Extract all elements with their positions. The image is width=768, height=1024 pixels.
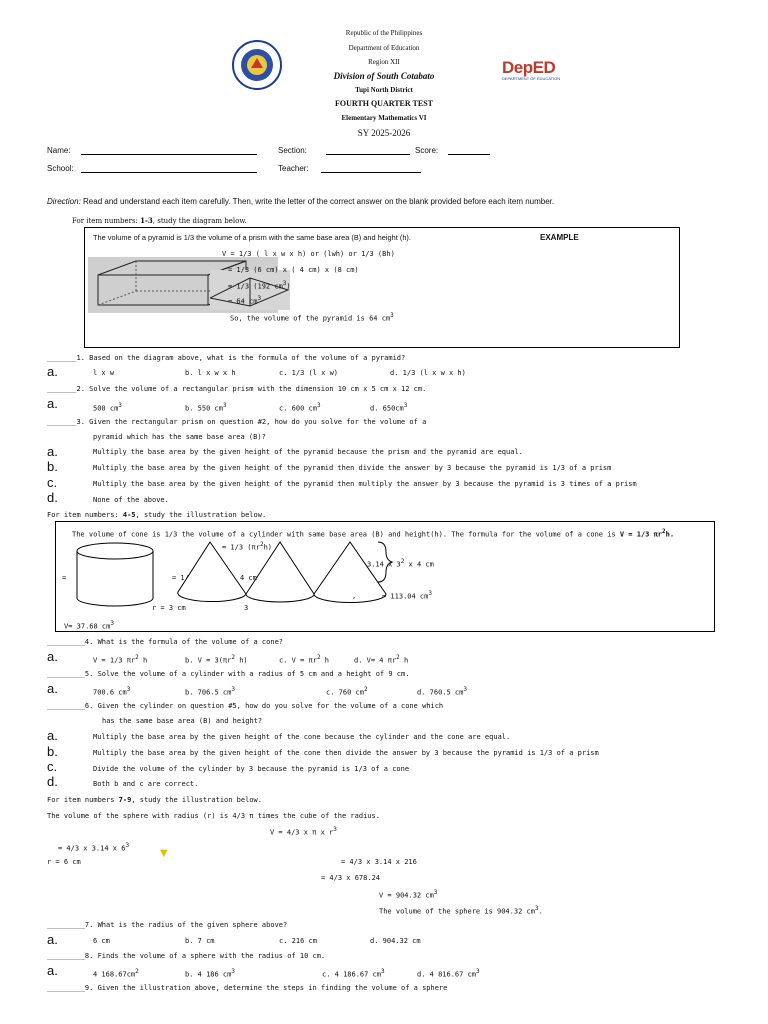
q4-a-exp: 2: [135, 654, 139, 661]
cone-label-4cm: 4 cm: [240, 574, 257, 582]
name-label: Name:: [47, 146, 71, 155]
teacher-label: Teacher:: [278, 164, 309, 173]
cone-box-formula-exp: 2: [662, 528, 666, 535]
q6-letter-c[interactable]: c.: [47, 759, 58, 774]
section-label: Section:: [278, 146, 307, 155]
q6-option-a[interactable]: Multiply the base area by the given height of the cone because the cylinder and the cone are equal.: [93, 733, 511, 741]
q8-c-exp: 3: [381, 968, 385, 975]
intro-prefix: For item numbers:: [72, 217, 141, 225]
direction-text: Read and understand each item carefully. Then, write the letter of the correct answer on the blank provided before each item number.: [83, 197, 555, 206]
q6-option-c[interactable]: Divide the volume of the cylinder by 3 because the pyramid is 1/3 of a cone: [93, 765, 410, 773]
q3-line1: _______3. Given the rectangular prism on question #2, how do you solve for the volume of a: [47, 418, 427, 426]
cone-calc-text: 3.14 x 3: [367, 560, 401, 569]
cone-result-exp: 3: [428, 590, 432, 597]
sphere-text: The volume of the sphere with radius (r) is 4/3 π times the cube of the radius.: [47, 812, 380, 820]
q8-a-exp: 2: [135, 968, 139, 975]
q2-option-c[interactable]: [279, 402, 321, 412]
q7-option-b[interactable]: b. 7 cm: [185, 937, 215, 945]
sphere-conclusion-text: The volume of the sphere is 904.32 cm: [379, 907, 535, 916]
pyramid-box-text: The volume of a pyramid is 1/3 the volume of a prism with the same base area (B) and height (h).: [93, 233, 411, 242]
q1-option-a[interactable]: l x w: [93, 369, 115, 377]
q4-c-h: h: [320, 656, 329, 665]
q8-letter-a[interactable]: a.: [47, 963, 58, 978]
q9-text: _________9. Given the illustration above, determine the steps in finding the volume of a sphere: [47, 984, 448, 992]
deped-logo-sub: DEPARTMENT OF EDUCATION: [502, 76, 561, 81]
q5-option-a[interactable]: [93, 686, 130, 696]
q8-b-text: b. 4 186 cm: [185, 970, 232, 979]
q7-text: _________7. What is the radius of the given sphere above?: [47, 921, 288, 929]
cone-label-top: [222, 541, 272, 551]
q2-c-exp: 3: [316, 402, 321, 409]
cone-intro-range: 4-5: [122, 511, 136, 519]
q5-b-exp: 3: [231, 686, 235, 693]
sphere-step2: = 4/3 x 678.24: [321, 874, 381, 882]
q3-option-d[interactable]: None of the above.: [93, 496, 169, 504]
sphere-conclusion-end: .: [538, 907, 543, 916]
example-label: EXAMPLE: [540, 233, 579, 242]
subject-line: Elementary Mathematics VI: [341, 114, 427, 122]
cone-box-text: [72, 528, 674, 538]
name-field[interactable]: [81, 154, 257, 155]
step3-exp: 3: [257, 295, 262, 302]
cone-label-eq13: = 1/: [172, 574, 189, 582]
q1-option-b[interactable]: b. l x w x h: [185, 369, 236, 377]
q3-option-c[interactable]: Multiply the base area by the given height of the pyramid then multiply the answer by 3 because the pyramid is 3 times of a prism: [93, 480, 637, 488]
q7-option-c[interactable]: c. 216 cm: [279, 937, 317, 945]
school-field[interactable]: [81, 172, 257, 173]
q3-letter-b[interactable]: b.: [47, 459, 58, 474]
cone-top-exp: 2: [259, 541, 264, 548]
pyramid-conclusion: [230, 312, 394, 322]
q5-text: _________5. Solve the volume of a cylinder with a radius of 5 cm and a height of 9 cm.: [47, 670, 410, 678]
sphere-formula: [270, 826, 337, 836]
cone-result-text: = 113.04 cm: [382, 592, 429, 601]
q5-b-text: b. 706.5 cm: [185, 688, 232, 697]
q4-d-exp: 2: [396, 654, 400, 661]
q8-b-exp: 3: [231, 968, 235, 975]
step2-end: ): [286, 282, 291, 291]
q2-text: _______2. Solve the volume of a rectangular prism with the dimension 10 cm x 5 cm x 12 cm.: [47, 385, 427, 393]
cone-top-end: h): [263, 543, 272, 552]
q8-d-exp: 3: [476, 968, 480, 975]
step3-text: = 64 cm: [228, 297, 258, 306]
cone-v-text: V= 37.68 cm: [64, 622, 111, 631]
q3-letter-a[interactable]: a.: [47, 444, 58, 459]
intro-range: 1-3: [140, 216, 153, 225]
q5-c-exp: 2: [363, 686, 368, 693]
q8-text: _________8. Finds the volume of a sphere with the radius of 10 cm.: [47, 952, 326, 960]
cone-intro-prefix: For item numbers:: [47, 511, 123, 519]
cone-box-formula: V = 1/3 πr: [619, 530, 663, 539]
q8-option-b[interactable]: [185, 968, 235, 978]
q6-letter-d[interactable]: d.: [47, 774, 58, 789]
republic-line: Republic of the Philippines: [345, 29, 423, 37]
sphere-left-text: = 4/3 x 3.14 x 6: [58, 844, 126, 853]
q2-a-text: 500 cm: [93, 404, 119, 413]
q2-d-exp: 3: [403, 402, 408, 409]
q4-a-h: h: [138, 656, 148, 665]
q2-b-exp: 3: [222, 402, 227, 409]
q8-a-text: 4 168.67cm: [93, 970, 136, 979]
q4-option-b[interactable]: [185, 654, 248, 664]
cone-intro: [47, 511, 266, 519]
q2-d-text: d. 650cm: [370, 404, 404, 413]
direction: [47, 197, 554, 206]
pyramid-step3: [228, 295, 261, 305]
department-line: Department of Education: [348, 44, 420, 52]
conclusion-text: So, the volume of the pyramid is 64 cm: [230, 314, 391, 323]
test-title: FOURTH QUARTER TEST: [335, 99, 433, 108]
q5-option-d[interactable]: [417, 686, 467, 696]
q1-text: _______1. Based on the diagram above, what is the formula of the volume of a pyramid?: [47, 354, 406, 362]
direction-label: Direction:: [47, 197, 81, 206]
q3-option-a[interactable]: Multiply the base area by the given height of the pyramid because the prism and the pyramid are equal.: [93, 448, 523, 456]
division-line: Division of South Cotabato: [333, 71, 435, 81]
q4-text: _________4. What is the formula of the volume of a cone?: [47, 638, 284, 646]
sphere-formula-exp: 3: [333, 826, 337, 833]
sphere-intro-prefix: For item numbers: [47, 796, 119, 804]
sphere-conclusion-exp: 3: [534, 905, 539, 912]
q4-letter-a[interactable]: a.: [47, 649, 58, 664]
deped-logo-text: DepED: [502, 58, 556, 77]
deped-logo: [502, 58, 572, 88]
q2-c-text: c. 600 cm: [279, 404, 317, 413]
cone-label-v: [64, 620, 114, 630]
step2-text: = 1/3 (192 cm: [228, 282, 283, 291]
score-label: Score:: [415, 146, 439, 155]
conclusion-exp: 3: [390, 312, 394, 319]
q8-d-text: d. 4 816.67 cm: [417, 970, 477, 979]
district-line: Tupi North District: [355, 86, 413, 94]
q8-option-a[interactable]: [93, 968, 139, 978]
q4-b-end: h): [234, 656, 248, 665]
q1-option-c[interactable]: c. 1/3 (l x w): [279, 369, 339, 377]
q5-d-text: d. 760.5 cm: [417, 688, 464, 697]
q6-line2: has the same base area (B) and height?: [102, 717, 263, 725]
q6-letter-b[interactable]: b.: [47, 744, 58, 759]
q4-a-text: V = 1/3 πr: [93, 656, 136, 665]
cone-intro-suffix: , study the illustration below.: [135, 511, 267, 519]
q4-option-a[interactable]: [93, 654, 147, 664]
q4-c-text: c. V = πr: [279, 656, 317, 665]
score-field[interactable]: [448, 154, 490, 155]
cone-v-exp: 3: [110, 620, 114, 627]
q5-a-exp: 3: [126, 686, 131, 693]
cone-label-result: [382, 590, 432, 600]
sphere-left-calc: [58, 842, 129, 852]
sphere-left-exp: 3: [125, 842, 130, 849]
sphere-step3-exp: 3: [433, 889, 438, 896]
q5-option-b[interactable]: [185, 686, 235, 696]
pyramid-formula: V = 1/3 ( l x w x h) or (lwh) or 1/3 (Bh): [222, 250, 395, 258]
q3-letter-c[interactable]: c.: [47, 475, 58, 490]
cone-label-r: r = 3 cm: [152, 604, 186, 612]
pyramid-step1: = 1/3 (6 cm) x ( 4 cm) x (8 cm): [228, 266, 359, 274]
q3-letter-d[interactable]: d.: [47, 490, 58, 505]
step2-exp: 3: [282, 280, 287, 287]
q1-option-d[interactable]: d. 1/3 (l x w x h): [390, 369, 466, 377]
pyramid-intro: [72, 216, 247, 225]
q8-c-text: c. 4 186.67 cm: [322, 970, 382, 979]
cone-label-calc: [367, 558, 434, 568]
q7-option-d[interactable]: d. 904.32 cm: [370, 937, 421, 945]
q6-option-b[interactable]: Multiply the base area by the given height of the cone then divide the answer by 3 because the pyramid is 1/3 of a prism: [93, 749, 599, 757]
sphere-step3: [379, 889, 437, 899]
q2-b-text: b. 550 cm: [185, 404, 223, 413]
pyramid-step2: [228, 280, 291, 290]
sphere-step1: = 4/3 x 3.14 x 216: [341, 858, 417, 866]
q6-line1: _________6. Given the cylinder on question #5, how do you solve for the volume of a cone which: [47, 702, 444, 710]
q4-d-text: d. V= 4 πr: [354, 656, 397, 665]
q4-option-d[interactable]: [354, 654, 408, 664]
sphere-intro-suffix: , study the illustration below.: [131, 796, 262, 804]
q8-option-c[interactable]: [322, 968, 385, 978]
q6-option-d[interactable]: Both b and c are correct.: [93, 780, 199, 788]
region-line: Region XII: [368, 58, 400, 66]
sphere-intro: [47, 796, 262, 804]
q5-letter-a[interactable]: a.: [47, 681, 58, 696]
q6-letter-a[interactable]: a.: [47, 728, 58, 743]
q4-b-exp: 2: [231, 654, 235, 661]
cone-box-sentence: The volume of cone is 1/3 the volume of a cylinder with same base area (B) and height(h). The formula for the volume of a cone is: [72, 530, 620, 539]
q2-option-a[interactable]: [93, 402, 122, 412]
cone-calc-exp: 2: [400, 558, 405, 565]
cone-box-formula-end: h.: [665, 530, 675, 539]
q8-option-d[interactable]: [417, 968, 480, 978]
q3-option-b[interactable]: Multiply the base area by the given height of the pyramid then divide the answer by 3 because the pyramid is 1/3 of a prism: [93, 464, 612, 472]
q5-a-text: 700.6 cm: [93, 688, 127, 697]
q3-line2: pyramid which has the same base area (B)?: [93, 433, 266, 441]
sphere-intro-range: 7-9: [118, 796, 132, 804]
cone-label-eq: =: [62, 574, 67, 582]
q4-d-h: h: [399, 656, 409, 665]
q1-letter-a[interactable]: a.: [47, 364, 58, 379]
q2-a-exp: 3: [118, 402, 122, 409]
cone-label-comma: ,: [352, 592, 357, 600]
q5-c-text: c. 760 cm: [326, 688, 364, 697]
q4-b-text: b. V = 3(πr: [185, 656, 232, 665]
cone-top-text: = 1/3 (πr: [222, 543, 260, 552]
yellow-marker-icon: ▼: [160, 848, 168, 859]
school-label: School:: [47, 164, 74, 173]
q4-option-c[interactable]: [279, 654, 329, 664]
q2-letter-a[interactable]: a.: [47, 396, 58, 411]
cone-label-3: 3: [244, 604, 249, 612]
q4-c-exp: 2: [316, 654, 321, 661]
teacher-field[interactable]: [321, 172, 421, 173]
section-field[interactable]: [326, 154, 410, 155]
cone-calc-end: x 4 cm: [404, 560, 434, 569]
sphere-conclusion: [379, 905, 543, 915]
q2-option-d[interactable]: [370, 402, 407, 412]
intro-suffix: , study the diagram below.: [152, 217, 247, 225]
sphere-step3-text: V = 904.32 cm: [379, 891, 434, 900]
q7-letter-a[interactable]: a.: [47, 932, 58, 947]
school-year: SY 2025-2026: [357, 128, 411, 138]
q5-d-exp: 3: [463, 686, 467, 693]
q2-option-b[interactable]: [185, 402, 227, 412]
sphere-formula-text: V = 4/3 x π x r: [270, 828, 334, 837]
sphere-radius: r = 6 cm: [47, 858, 81, 866]
q7-option-a[interactable]: 6 cm: [93, 937, 110, 945]
q5-option-c[interactable]: [326, 686, 368, 696]
